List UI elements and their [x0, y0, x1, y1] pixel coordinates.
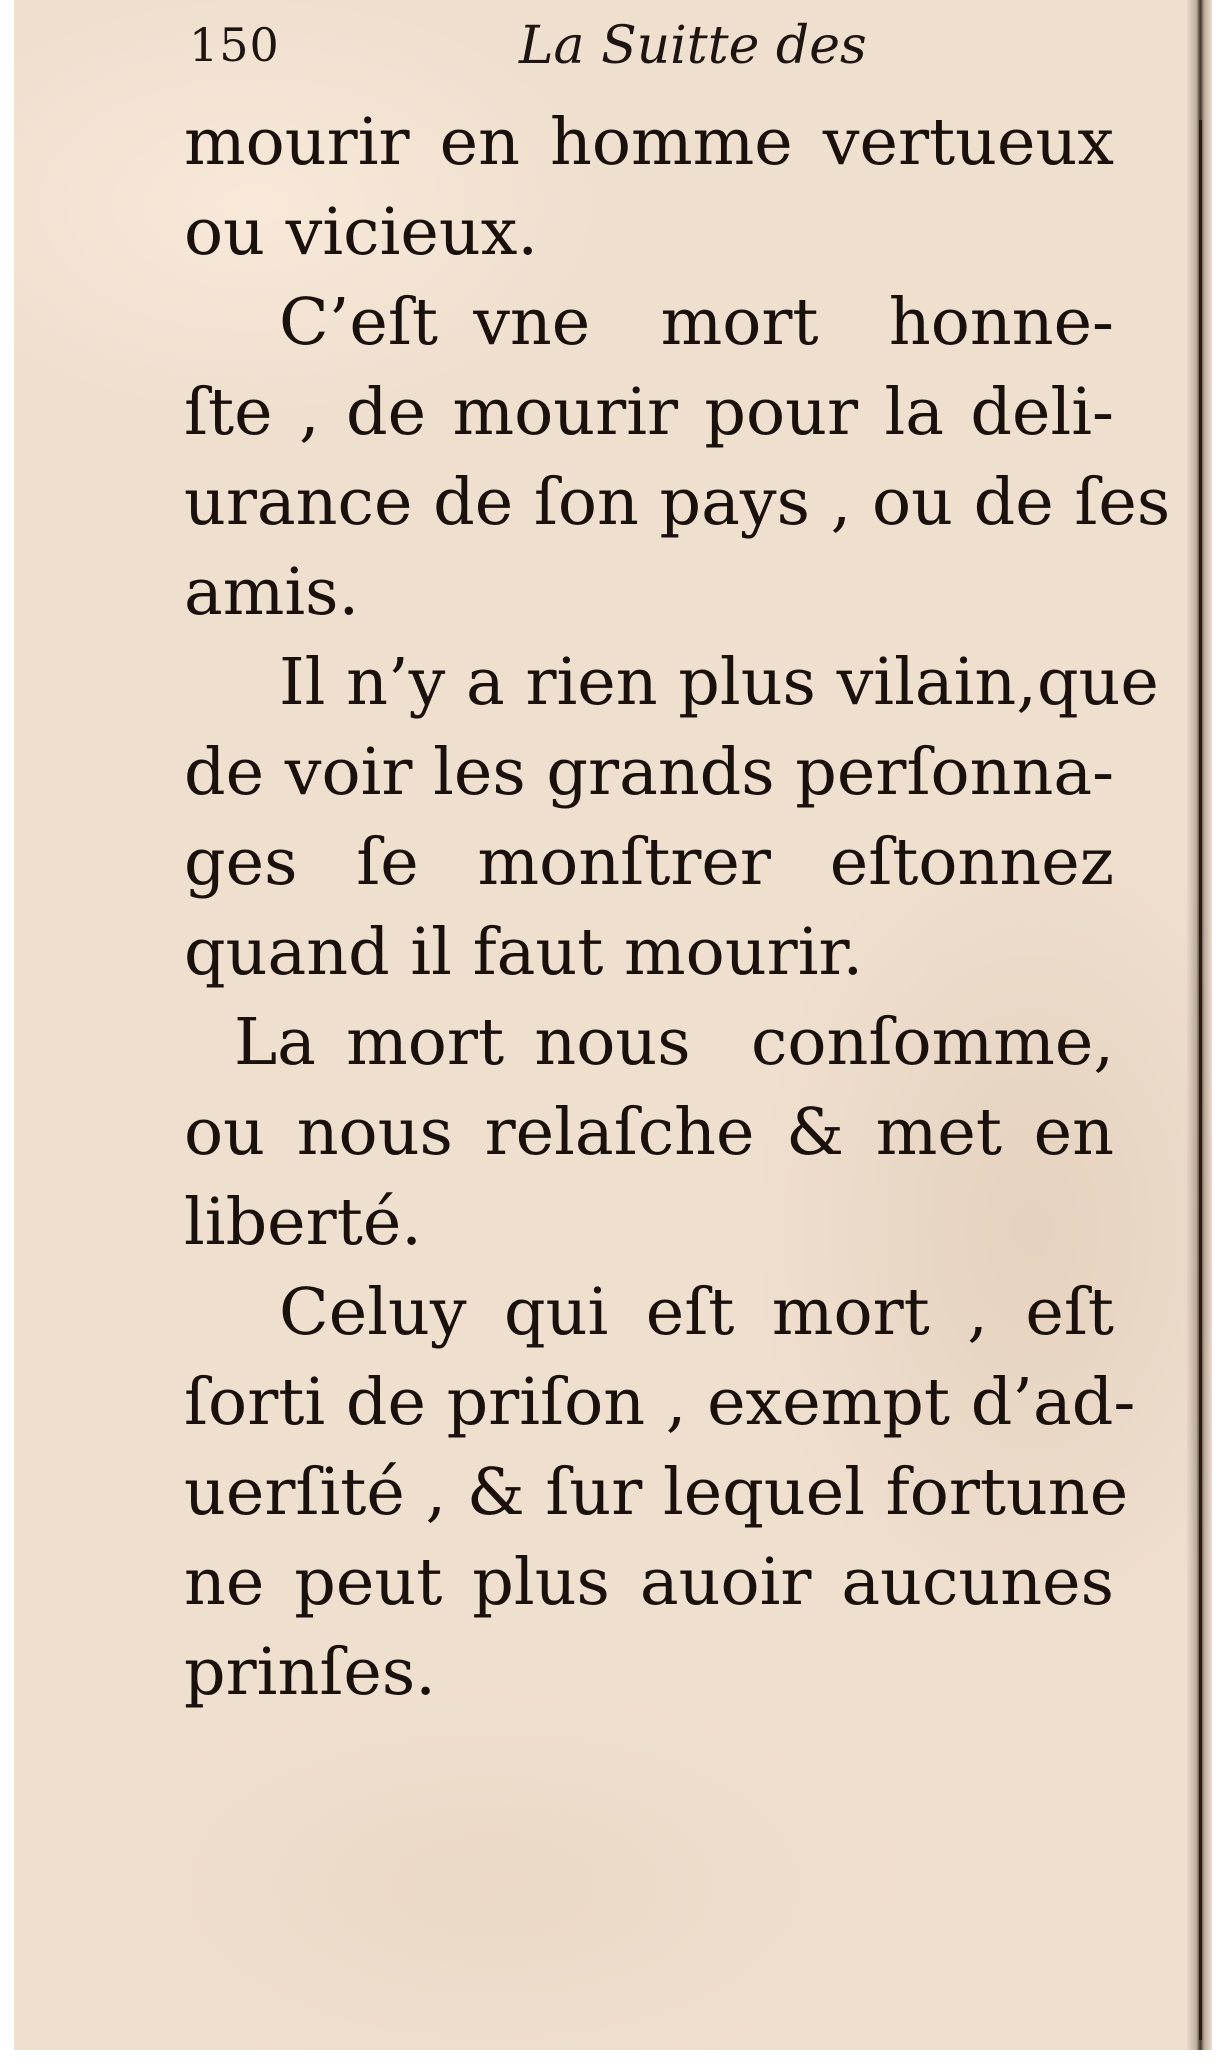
text-line: de voir les grands perſonna- — [184, 735, 1115, 810]
text-line: La mort nous conſomme, — [234, 1005, 1114, 1080]
binding-edge — [1199, 120, 1202, 2040]
text-line: uerſité , & ſur lequel fortune — [184, 1455, 1129, 1530]
text-line: liberté. — [184, 1185, 422, 1260]
text-line: ges ſe monſtrer eſtonnez — [184, 825, 1114, 900]
text-line: C’eſt vne mort honne- — [279, 285, 1114, 360]
text-line: ou nous relaſche & met en — [184, 1095, 1114, 1170]
text-line: ſte , de mourir pour la deli- — [184, 375, 1114, 450]
text-line: amis. — [184, 555, 360, 630]
running-title: La Suitte des — [519, 16, 867, 76]
text-line: prinſes. — [184, 1635, 436, 1710]
running-head — [189, 8, 889, 78]
text-line: ne peut plus auoir aucunes — [184, 1545, 1114, 1620]
text-line: quand il faut mourir. — [184, 915, 864, 990]
text-line: urance de ſon pays , ou de ſes — [184, 465, 1171, 540]
book-page — [14, 0, 1212, 2050]
text-line: Il n’y a rien plus vilain,que — [279, 645, 1159, 720]
page-number: 150 — [189, 18, 280, 72]
body-text — [184, 98, 1171, 1718]
text-line: Celuy qui eſt mort , eſt — [279, 1275, 1114, 1350]
text-line: ſorti de priſon , exempt d’ad- — [184, 1365, 1136, 1440]
text-line: mourir en homme vertueux — [184, 105, 1114, 180]
text-line: ou vicieux. — [184, 195, 539, 270]
